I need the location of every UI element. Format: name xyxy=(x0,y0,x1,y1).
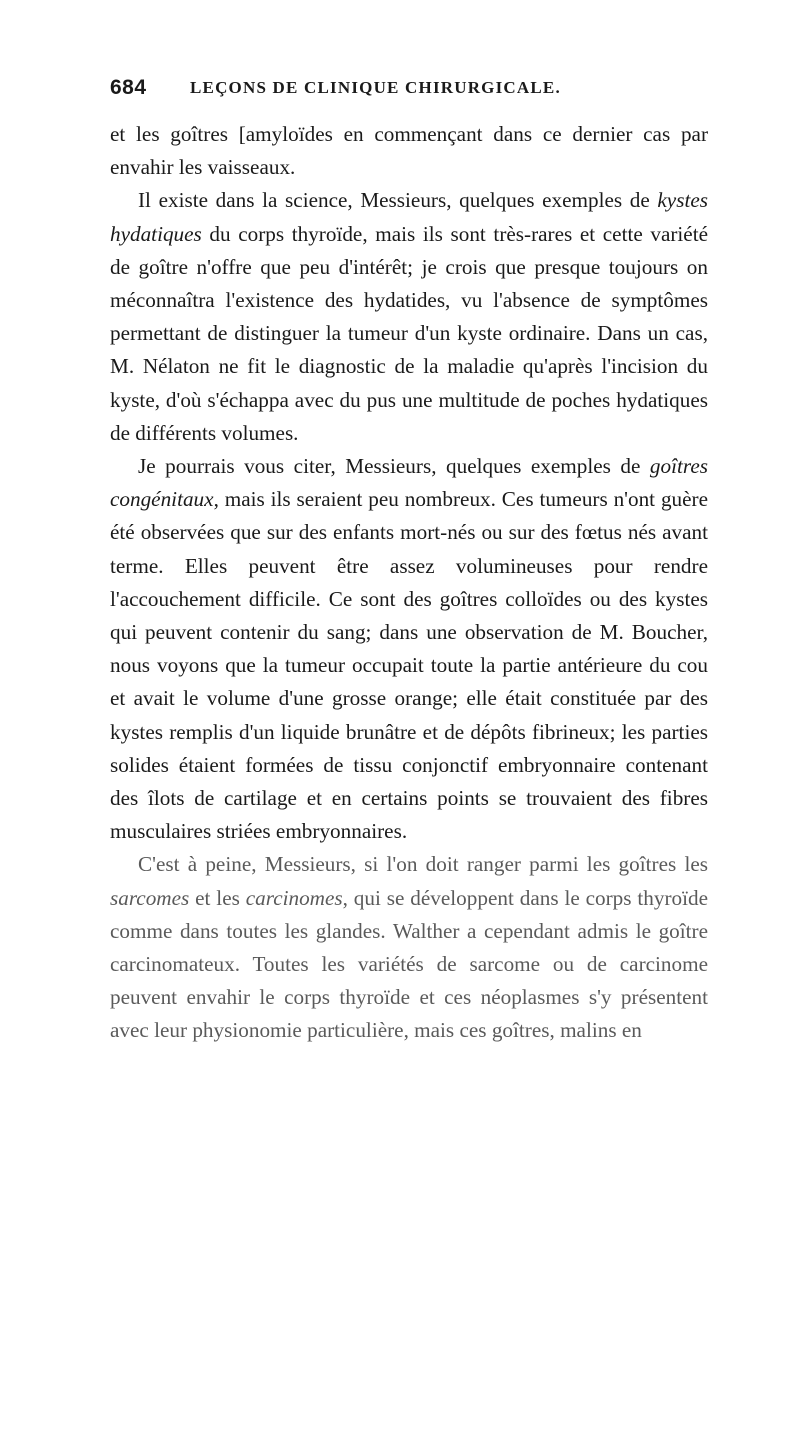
text-run: et les goîtres [amyloïdes en commençant dans ce dernier cas par envahir les vaisseaux. xyxy=(110,122,708,180)
italic-term: kystes hydatiques xyxy=(110,188,708,246)
text-run: du corps thyroïde, mais ils sont très-rares et cette variété de goître n'offre que peu d'intérêt; je crois que presque toujours on méconnaîtra l'existence des hydatides, vu l'absence de symptômes permettant de distinguer la tumeur d'un kyste ordinaire. Dans un cas, M. Nélaton ne fit le diagnostic de la maladie qu'après l'incision du kyste, d'où s'échappa avec du pus une multitude de poches hydatiques de différents volumes. xyxy=(110,221,708,445)
running-title: LEÇONS DE CLINIQUE CHIRURGICALE. xyxy=(190,78,561,97)
text-run: Il existe dans la science, Messieurs, quelques exemples de xyxy=(138,188,658,213)
text-run: , qui se développent dans le corps thyroïde comme dans toutes les glandes. Walther a cependant admis le goître carcinomateux. Toutes les variétés de sarcome ou de carcinome peuvent envahir le corps thyroïde et ces néoplasmes s'y présentent avec leur physionomie particulière, mais ces goîtres, malins en xyxy=(110,885,709,1043)
text-run: et les xyxy=(189,885,246,910)
running-head xyxy=(110,76,710,102)
paragraph xyxy=(110,450,708,848)
italic-term: carcinomes xyxy=(245,885,343,910)
body-text xyxy=(110,118,708,1048)
text-run: , mais ils seraient peu nombreux. Ces tumeurs n'ont guère été observées que sur des enfants mort-nés ou sur des fœtus nés avant terme. Elles peuvent être assez volumineuses pour rendre l'accouchement difficile. Ce sont des goîtres colloïdes ou des kystes qui peuvent contenir du sang; dans une observation de M. Boucher, nous voyons que la tumeur occupait toute la partie antérieure du cou et avait le volume d'une grosse orange; elle était constituée par des kystes remplis d'un liquide brunâtre et de dépôts fibrineux; les parties solides étaient formées de tissu conjonctif embryonnaire contenant des îlots de cartilage et en certains points se trouvaient des fibres musculaires striées embryonnaires. xyxy=(110,487,708,844)
paragraph xyxy=(110,184,708,450)
italic-term: goîtres congénitaux xyxy=(110,454,708,512)
text-run: C'est à peine, Messieurs, si l'on doit ranger parmi les goîtres les xyxy=(138,852,708,877)
italic-term: sarcomes xyxy=(110,885,190,910)
paragraph xyxy=(110,118,708,184)
paragraph xyxy=(110,848,708,1047)
page-number: 684 xyxy=(110,76,147,99)
text-run: Je pourrais vous citer, Messieurs, quelques exemples de xyxy=(138,454,650,479)
